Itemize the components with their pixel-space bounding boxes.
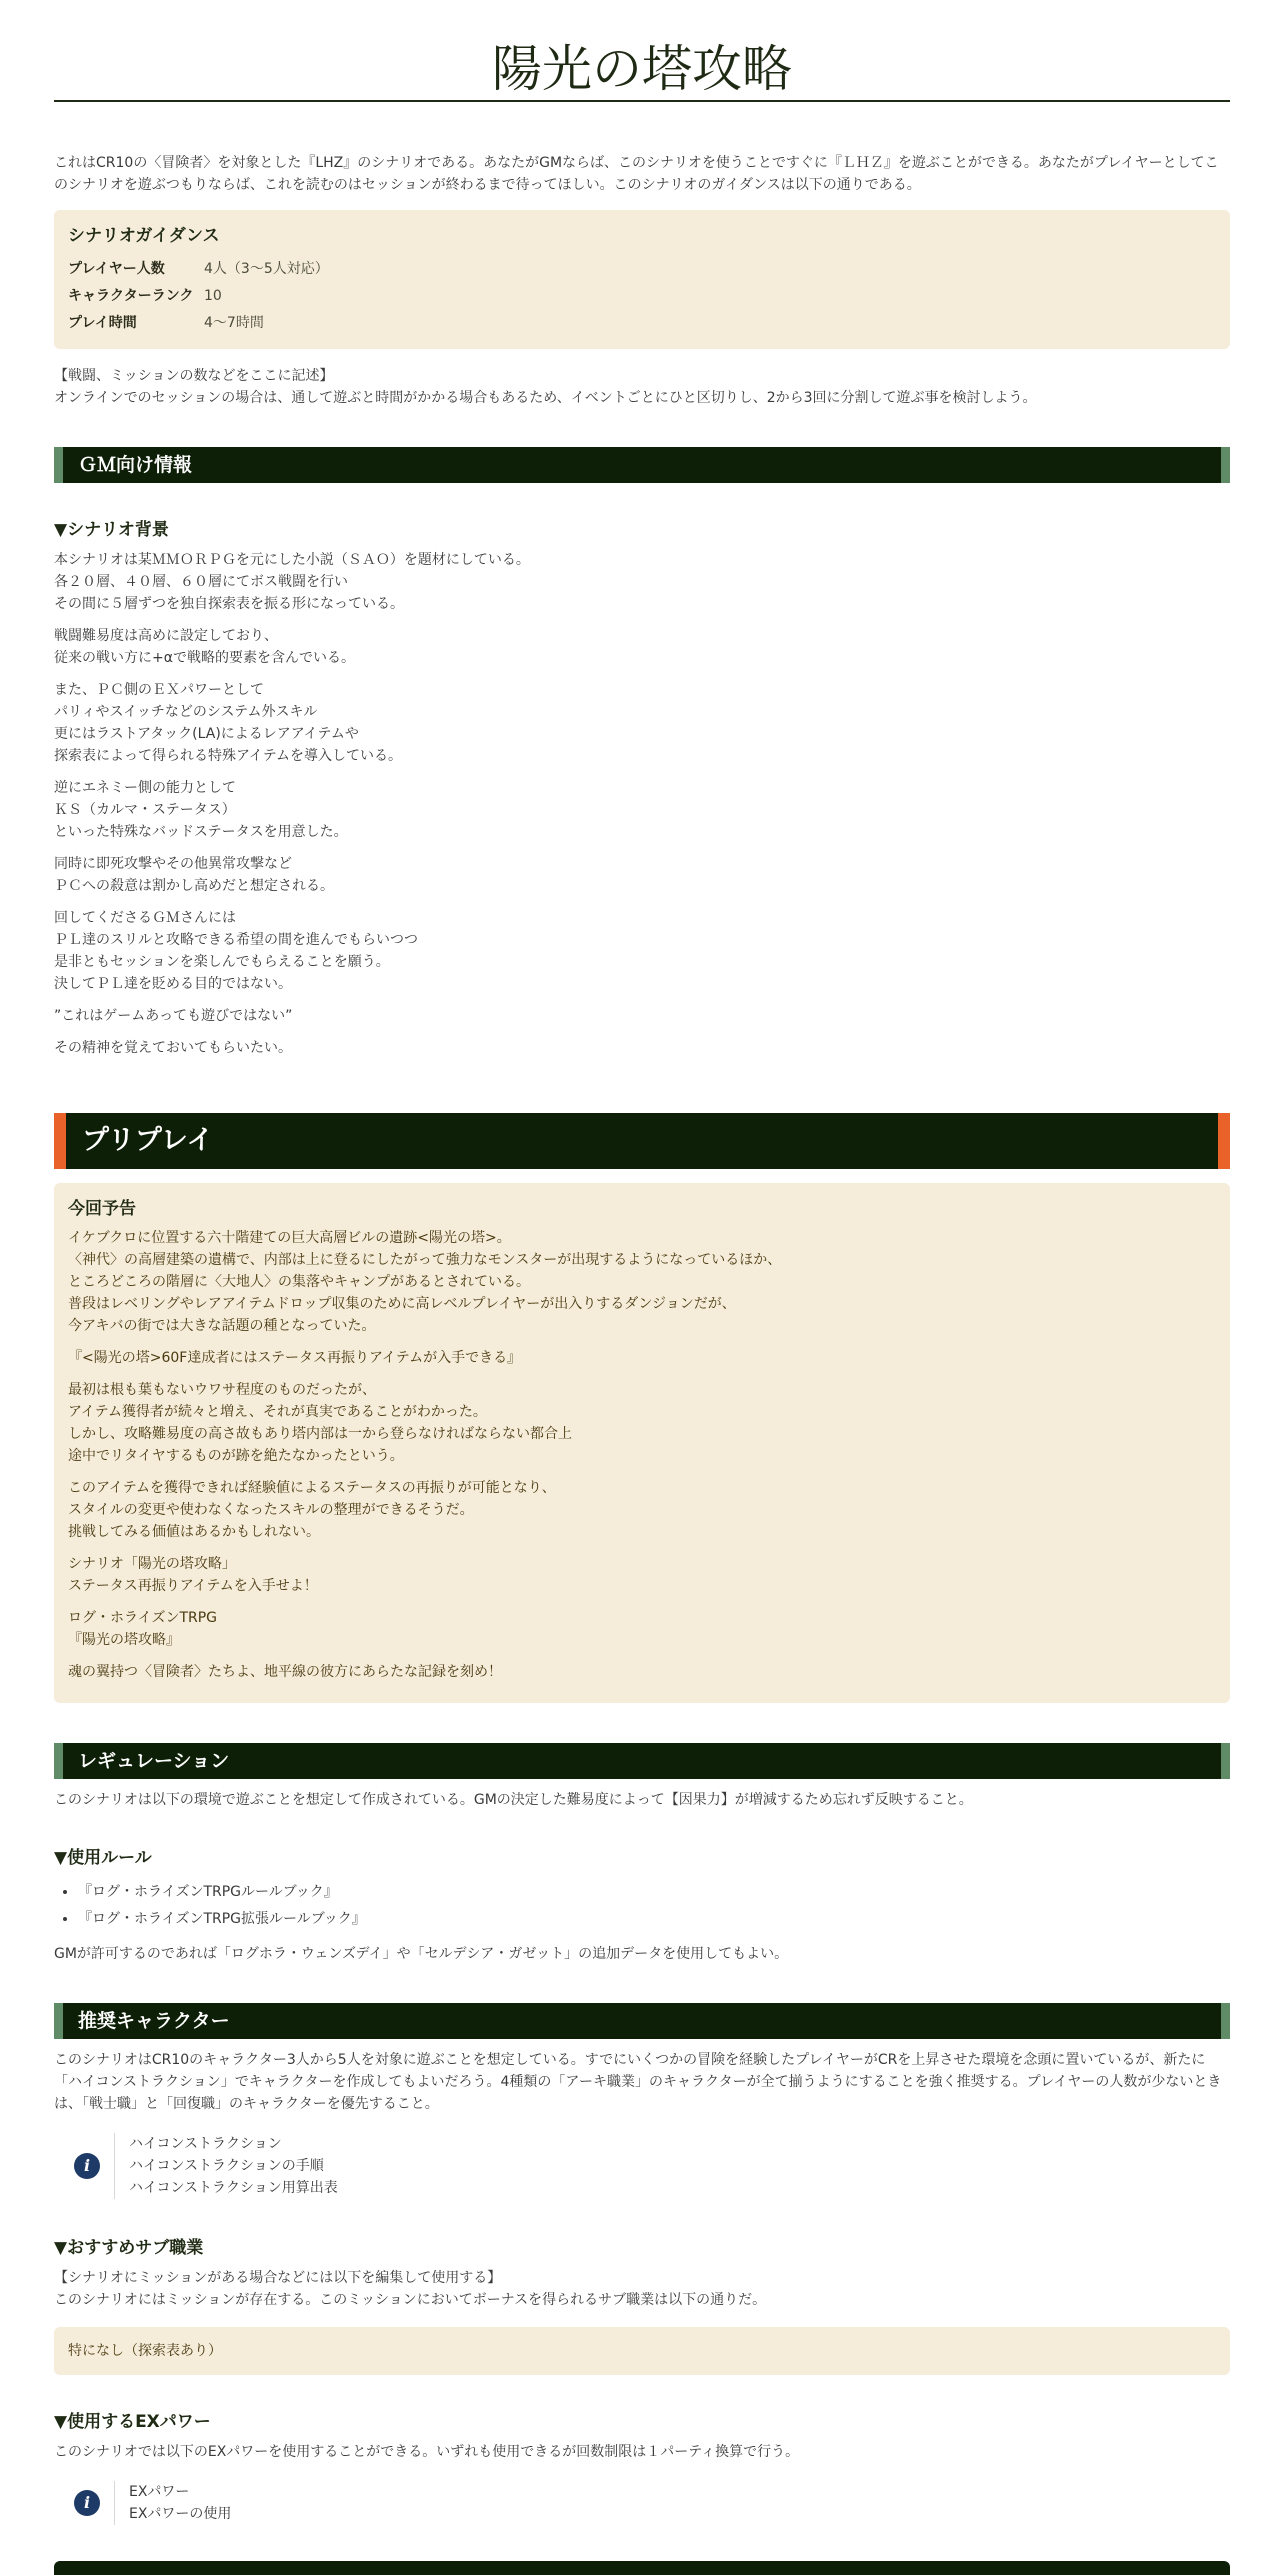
session-notes	[54, 365, 1230, 409]
info-line: EXパワー	[129, 2484, 190, 2500]
text-line: ＰＬ達のスリルと攻略できる希望の間を進んでもらいつつ	[54, 932, 418, 948]
preview-paragraph	[68, 1477, 1216, 1543]
gm-paragraph	[54, 549, 1230, 615]
text-line: アイテム獲得者が続々と増え、それが真実であることがわかった。	[68, 1404, 487, 1420]
sub-class-text	[54, 2267, 1230, 2311]
subheading-background: ▼シナリオ背景	[54, 520, 169, 540]
gm-paragraph	[54, 625, 1230, 669]
preview-paragraph	[68, 1347, 1216, 1369]
preview-paragraph	[68, 1607, 1216, 1651]
text-line: 『<陽光の塔>60F達成者にはステータス再振りアイテムが入手できる』	[68, 1350, 522, 1366]
recommended-intro: このシナリオはCR10のキャラクター3人から5人を対象に遊ぶことを想定している。すでにいくつかの冒険を経験したプレイヤーがCRを上昇させた環境を念頭に置いているが、新たに「ハイコンストラクション」でキャラクターを作成してもよいだろう。4種類の「アーキ職業」のキャラクターが全て揃うようにすることを強く推奨する。プレイヤーの人数が少ないときは、「戦士職」と「回復職」のキャラクターを優先すること。	[54, 2052, 1222, 2112]
info-box-ex-power	[54, 2479, 1230, 2527]
page-title: 陽光の塔攻略	[54, 38, 1230, 102]
regulation-note: GMが許可するのであれば「ログホラ・ウェンズデイ」や「セルデシア・ガゼット」の追加データを使用してもよい。	[54, 1946, 789, 1962]
text-line: ”これはゲームあっても遊びではない”	[54, 1008, 293, 1024]
text-line: 普段はレベリングやレアアイテムドロップ収集のために高レベルプレイヤーが出入りするダンジョンだが、	[68, 1296, 736, 1312]
rules-list-item: • 『ログ・ホライズンTRPGルールブック』	[78, 1879, 1230, 1906]
subheading-rules: ▼使用ルール	[54, 1848, 152, 1868]
gm-paragraph	[54, 853, 1230, 897]
guidance-title: シナリオガイダンス	[68, 226, 220, 246]
next-section-heading-edge	[54, 2561, 1230, 2575]
regulation-intro: このシナリオは以下の環境で遊ぶことを想定して作成されている。GMの決定した難易度によって【因果力】が増減するため忘れず反映すること。	[54, 1792, 973, 1808]
section-heading-regulation: レギュレーション	[54, 1743, 1230, 1779]
session-note-line: オンラインでのセッションの場合は、通して遊ぶと時間がかかる場合もあるため、イベントごとにひと区切りし、2から3回に分割して遊ぶ事を検討しよう。	[54, 390, 1037, 406]
sub-class-box: 特になし（探索表あり）	[54, 2327, 1230, 2375]
text-line: 今アキバの街では大きな話題の種となっていた。	[68, 1318, 376, 1334]
text-line: といった特殊なバッドステータスを用意した。	[54, 824, 348, 840]
subheading-sub-class: ▼おすすめサブ職業	[54, 2238, 204, 2258]
info-line: ハイコンストラクションの手順	[129, 2158, 324, 2174]
gm-paragraph	[54, 679, 1230, 767]
text-line: ところどころの階層に〈大地人〉の集落やキャンプがあるとされている。	[68, 1274, 530, 1290]
guidance-value: 10	[204, 288, 222, 304]
info-line: ハイコンストラクション用算出表	[129, 2180, 338, 2196]
preview-paragraph	[68, 1553, 1216, 1597]
info-lines	[114, 2133, 338, 2199]
text-line: ＰＣへの殺意は割かし高めだと想定される。	[54, 878, 334, 894]
text-line: ＫＳ（カルマ・ステータス）	[54, 802, 236, 818]
section-heading-gm: ＧＭ向け情報	[54, 447, 1230, 483]
gm-paragraph	[54, 777, 1230, 843]
text-line: その間に５層ずつを独自探索表を振る形になっている。	[54, 596, 404, 612]
text-line: ログ・ホライズンTRPG	[68, 1610, 218, 1626]
text-line: 〈神代〉の高層建築の遺構で、内部は上に登るにしたがって強力なモンスターが出現するようになっているほか、	[68, 1252, 782, 1268]
preview-paragraph	[68, 1661, 1216, 1683]
text-line: シナリオ「陽光の塔攻略」	[68, 1556, 236, 1572]
subheading-ex-power: ▼使用するEXパワー	[54, 2412, 211, 2432]
info-lines	[114, 2481, 231, 2525]
preview-title: 今回予告	[68, 1199, 136, 1219]
text-line: パリィやスイッチなどのシステム外スキル	[54, 704, 318, 720]
session-note-line: 【戦闘、ミッションの数などをここに記述】	[54, 368, 334, 384]
preview-box	[54, 1183, 1230, 1703]
guidance-row-time	[68, 310, 1216, 337]
guidance-row-players	[68, 256, 1216, 283]
section-heading-recommended: 推奨キャラクター	[54, 2003, 1230, 2039]
text-line: 最初は根も葉もないウワサ程度のものだったが、	[68, 1382, 376, 1398]
info-icon: i	[74, 2490, 100, 2516]
guidance-value: 4人（3～5人対応）	[204, 261, 329, 277]
gm-paragraph	[54, 907, 1230, 995]
rules-list	[54, 1879, 1230, 1933]
text-line: スタイルの変更や使わなくなったスキルの整理ができるそうだ。	[68, 1502, 474, 1518]
text-line: ステータス再振りアイテムを入手せよ！	[68, 1578, 318, 1594]
text-line: 魂の翼持つ〈冒険者〉たちよ、地平線の彼方にあらたな記録を刻め！	[68, 1664, 502, 1680]
preview-paragraph	[68, 1379, 1216, 1467]
text-line: その精神を覚えておいてもらいたい。	[54, 1040, 292, 1056]
text-line: 逆にエネミー側の能力として	[54, 780, 236, 796]
text-line: 更にはラストアタック(LA)によるレアアイテムや	[54, 726, 359, 742]
text-line: 是非ともセッションを楽しんでもらえることを願う。	[54, 954, 390, 970]
intro-paragraph: これはCR10の〈冒険者〉を対象とした『LHZ』のシナリオである。あなたがGMならば、このシナリオを使うことですぐに『ＬＨＺ』を遊ぶことができる。あなたがプレイヤーとしてこのシナリオを遊ぶつもりならば、これを読むのはセッションが終わるまで待ってほしい。このシナリオのガイダンスは以下の通りである。	[54, 155, 1219, 193]
text-line: 回してくださるＧＭさんには	[54, 910, 236, 926]
text-line: 決してＰＬ達を貶める目的ではない。	[54, 976, 292, 992]
text-line: しかし、攻略難易度の高さ故もあり塔内部は一から登らなければならない都合上	[68, 1426, 572, 1442]
info-line: EXパワーの使用	[129, 2506, 232, 2522]
text-line: 挑戦してみる価値はあるかもしれない。	[68, 1524, 320, 1540]
text-line: 途中でリタイヤするものが跡を絶たなかったという。	[68, 1448, 404, 1464]
info-box-high-construction	[54, 2131, 1230, 2201]
text-line: 本シナリオは某ＭＭＯＲＰＧを元にした小説（ＳＡＯ）を題材にしている。	[54, 552, 530, 568]
guidance-key: キャラクターランク	[68, 288, 194, 304]
gm-background-text	[54, 549, 1230, 1059]
section-heading-preplay: プリプレイ	[54, 1113, 1230, 1169]
text-line: また、ＰＣ側のＥＸパワーとして	[54, 682, 264, 698]
preview-paragraph	[68, 1227, 1216, 1337]
guidance-row-rank	[68, 283, 1216, 310]
guidance-key: プレイヤー人数	[68, 261, 165, 277]
text-line: 探索表によって得られる特殊アイテムを導入している。	[54, 748, 403, 764]
rules-list-item: • 『ログ・ホライズンTRPG拡張ルールブック』	[78, 1906, 1230, 1933]
ex-power-intro: このシナリオでは以下のEXパワーを使用することができる。いずれも使用できるが回数制限は１パーティ換算で行う。	[54, 2444, 800, 2460]
text-line: 同時に即死攻撃やその他異常攻撃など	[54, 856, 292, 872]
text-line: 各２０層、４０層、６０層にてボス戦闘を行い	[54, 574, 348, 590]
guidance-box	[54, 210, 1230, 349]
text-line: このアイテムを獲得できれば経験値によるステータスの再振りが可能となり、	[68, 1480, 556, 1496]
info-icon: i	[74, 2153, 100, 2179]
text-line: このシナリオにはミッションが存在する。このミッションにおいてボーナスを得られるサブ職業は以下の通りだ。	[54, 2292, 767, 2308]
gm-paragraph	[54, 1037, 1230, 1059]
guidance-key: プレイ時間	[68, 315, 137, 331]
text-line: イケブクロに位置する六十階建ての巨大高層ビルの遺跡<陽光の塔>。	[68, 1230, 511, 1246]
document-page	[54, 0, 1230, 2575]
gm-paragraph	[54, 1005, 1230, 1027]
info-line: ハイコンストラクション	[129, 2136, 282, 2152]
text-line: 戦闘難易度は高めに設定しており、	[54, 628, 278, 644]
text-line: 【シナリオにミッションがある場合などには以下を編集して使用する】	[54, 2270, 502, 2286]
text-line: 『陽光の塔攻略』	[68, 1632, 180, 1648]
text-line: 従来の戦い方に+αで戦略的要素を含んでいる。	[54, 650, 355, 666]
guidance-value: 4～7時間	[204, 315, 264, 331]
